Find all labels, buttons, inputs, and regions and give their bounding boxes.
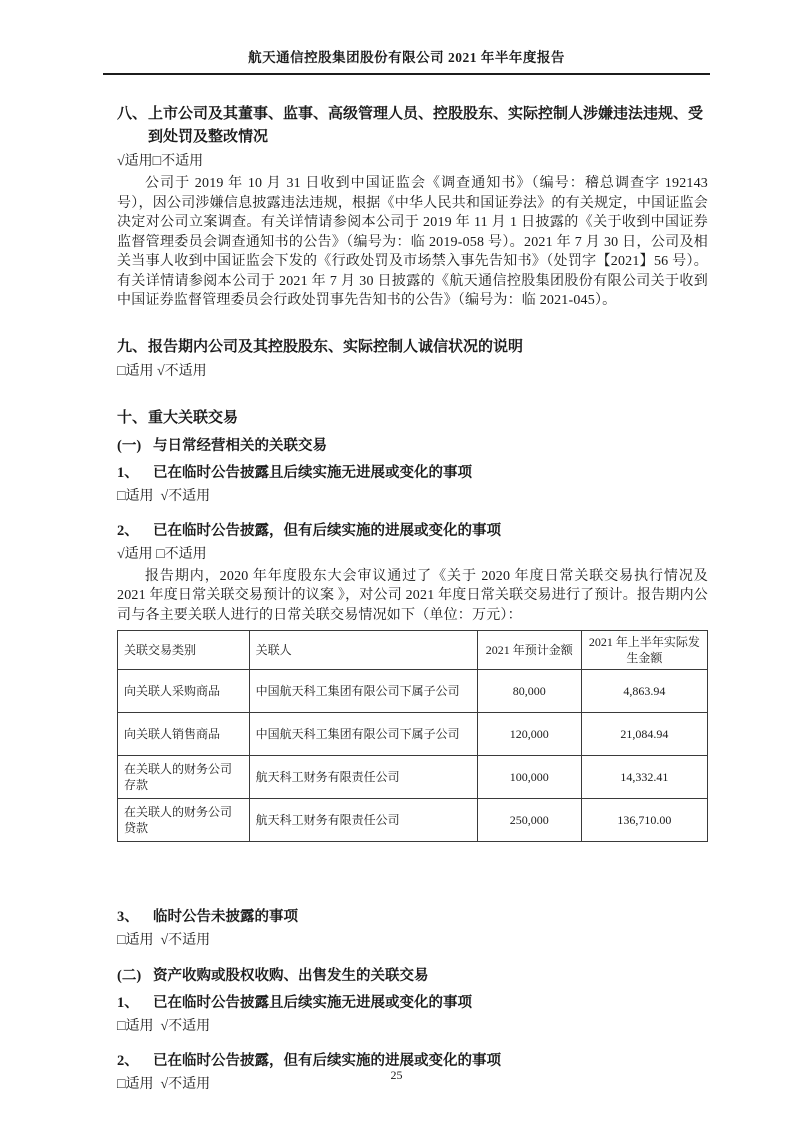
section-heading-9 — [117, 336, 708, 359]
section-title: 上市公司及其董事、监事、高级管理人员、控股股东、实际控制人涉嫌违法违规、受到处罚及整改情况 — [148, 106, 704, 145]
section-number: 八、 — [117, 106, 148, 122]
item-heading-3 — [117, 906, 708, 928]
applicability-line: √适用□不适用 — [117, 154, 204, 169]
paragraph-investigation: 公司于 2019 年 10 月 31 日收到中国证监会《调查通知书》（编号：稽总调查字 192143 号），因公司涉嫌信息披露违法违规，根据《中华人民共和国证券法》的有关规定，中国证监会决定对公司立案调查。有关详情请参阅本公司于 2019 年 11 月 1 日披露的《关于收到中国证券监督管理委员会调查通知书的公告》（编号为：临 2019-058 号）。2021 年 7 月 30 日，公司及相关当事人收到中国证监会下发的《行政处罚及市场禁入事先告知书》（处罚字【2021】56 号）。有关详情请参阅本公司于 2021 年 7 月 30 日披露的《航天通信控股集团股份有限公司关于收到中国证券监督管理委员会行政处罚事先告知书的公告》（编号为：临 2021-045）。 — [117, 176, 708, 308]
related-party-table — [117, 630, 708, 842]
subsection-title: 资产收购或股权收购、出售发生的关联交易 — [153, 968, 429, 984]
table-header-cell: 2021 年上半年实际发生金额 — [581, 631, 707, 670]
table-cell-party: 中国航天科工集团有限公司下属子公司 — [249, 670, 477, 713]
table-cell-actual: 21,084.94 — [581, 713, 707, 756]
section-number: 十、 — [117, 409, 148, 426]
paragraph-related-party: 报告期内，2020 年年度股东大会审议通过了《关于 2020 年度日常关联交易执行情况及 2021 年度日常关联交易预计的议案 》，对公司 2021 年度日常关联交易进行了预计。报告期内公司与各主要关联人进行的日常关联交易情况如下（单位：万元）： — [117, 568, 708, 623]
section-heading-10 — [117, 407, 708, 430]
item-number: 3、 — [117, 909, 139, 925]
table-row — [118, 713, 708, 756]
item-heading-2 — [117, 520, 708, 542]
table-cell-category: 在关联人的财务公司贷款 — [118, 799, 250, 842]
table-header-cell: 关联人 — [249, 631, 477, 670]
table-header-row — [118, 631, 708, 670]
table-cell-party: 航天科工财务有限责任公司 — [249, 799, 477, 842]
table-header-cell: 2021 年预计金额 — [477, 631, 581, 670]
table-cell-forecast: 250,000 — [477, 799, 581, 842]
table-cell-actual: 136,710.00 — [581, 799, 707, 842]
applicability-line: □适用 √不适用 — [117, 1077, 211, 1092]
table-cell-forecast: 80,000 — [477, 670, 581, 713]
item-heading-1 — [117, 462, 708, 484]
table-cell-category: 向关联人采购商品 — [118, 670, 250, 713]
item-heading-1 — [117, 992, 708, 1014]
item-title: 临时公告未披露的事项 — [153, 909, 298, 925]
table-cell-party: 航天科工财务有限责任公司 — [249, 756, 477, 799]
table-row — [118, 756, 708, 799]
section-number: 九、 — [117, 338, 148, 355]
item-number: 1、 — [117, 995, 139, 1011]
subsection-heading-2 — [117, 965, 708, 987]
page-number: 25 — [390, 1068, 403, 1082]
content-column — [117, 97, 708, 1095]
table-cell-category: 向关联人销售商品 — [118, 713, 250, 756]
item-number: 2、 — [117, 522, 139, 539]
subsection-number: (二) — [117, 968, 142, 984]
item-title: 已在临时公告披露且后续实施无进展或变化的事项 — [153, 995, 472, 1011]
section-title: 报告期内公司及其控股股东、实际控制人诚信状况的说明 — [148, 338, 524, 355]
table-cell-forecast: 100,000 — [477, 756, 581, 799]
item-number: 2、 — [117, 1053, 139, 1069]
table-cell-actual: 4,863.94 — [581, 670, 707, 713]
applicability-line: □适用 √不适用 — [117, 363, 207, 379]
table-row — [118, 799, 708, 842]
table-cell-actual: 14,332.41 — [581, 756, 707, 799]
applicability-line: □适用 √不适用 — [117, 488, 211, 504]
subsection-number: (一) — [117, 437, 142, 454]
report-header — [103, 46, 710, 75]
table-cell-party: 中国航天科工集团有限公司下属子公司 — [249, 713, 477, 756]
table-header-cell: 关联交易类别 — [118, 631, 250, 670]
item-title: 已在临时公告披露，但有后续实施的进展或变化的事项 — [153, 1053, 501, 1069]
applicability-line: √适用 □不适用 — [117, 546, 207, 562]
header-title: 航天通信控股集团股份有限公司 2021 年半年度报告 — [248, 50, 565, 65]
item-title: 已在临时公告披露，但有后续实施的进展或变化的事项 — [153, 522, 501, 539]
table-cell-forecast: 120,000 — [477, 713, 581, 756]
item-title: 已在临时公告披露且后续实施无进展或变化的事项 — [153, 464, 472, 481]
section-title: 重大关联交易 — [148, 409, 239, 426]
table-cell-category: 在关联人的财务公司存款 — [118, 756, 250, 799]
subsection-title: 与日常经营相关的关联交易 — [153, 437, 327, 454]
table-row — [118, 670, 708, 713]
section-heading-8 — [117, 103, 708, 149]
subsection-heading-1 — [117, 435, 708, 457]
applicability-line: □适用 √不适用 — [117, 1019, 211, 1034]
applicability-line: □适用 √不适用 — [117, 933, 211, 948]
item-number: 1、 — [117, 464, 139, 481]
